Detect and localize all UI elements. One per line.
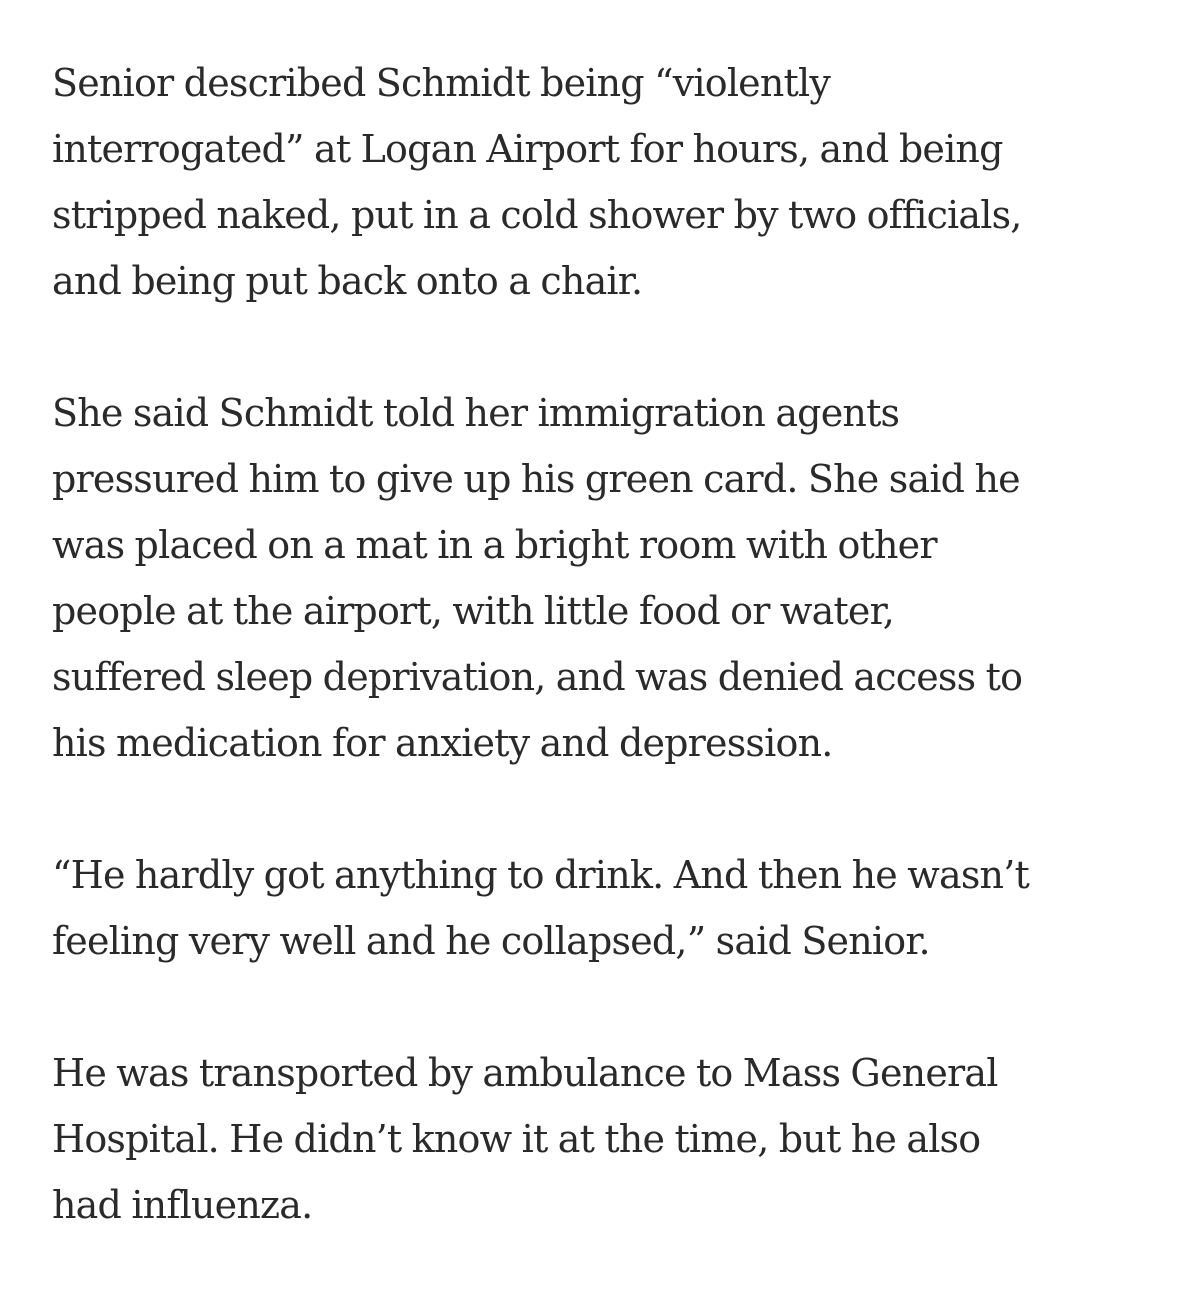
paragraph-line: pressured him to give up his green card. She said he bbox=[52, 457, 1020, 501]
paragraph-line: had influenza. bbox=[52, 1183, 313, 1227]
paragraph-2 bbox=[52, 380, 1152, 776]
paragraph-line: Hospital. He didn’t know it at the time, but he also bbox=[52, 1117, 981, 1161]
paragraph-line: feeling very well and he collapsed,” said Senior. bbox=[52, 919, 930, 963]
paragraph-line: suffered sleep deprivation, and was denied access to bbox=[52, 655, 1023, 699]
paragraph-line: people at the airport, with little food or water, bbox=[52, 589, 895, 633]
paragraph-line: stripped naked, put in a cold shower by two officials, bbox=[52, 193, 1022, 237]
paragraph-line: Senior described Schmidt being “violently bbox=[52, 61, 831, 105]
article-body bbox=[52, 50, 1152, 1304]
paragraph-line: his medication for anxiety and depression. bbox=[52, 721, 833, 765]
paragraph-line: interrogated” at Logan Airport for hours, and being bbox=[52, 127, 1003, 171]
paragraph-line: and being put back onto a chair. bbox=[52, 259, 643, 303]
paragraph-3 bbox=[52, 842, 1152, 974]
paragraph-1 bbox=[52, 50, 1152, 314]
paragraph-line: “He hardly got anything to drink. And then he wasn’t bbox=[52, 853, 1029, 897]
paragraph-line: She said Schmidt told her immigration agents bbox=[52, 391, 900, 435]
paragraph-line: He was transported by ambulance to Mass General bbox=[52, 1051, 998, 1095]
paragraph-4 bbox=[52, 1040, 1152, 1238]
paragraph-line: was placed on a mat in a bright room with other bbox=[52, 523, 937, 567]
